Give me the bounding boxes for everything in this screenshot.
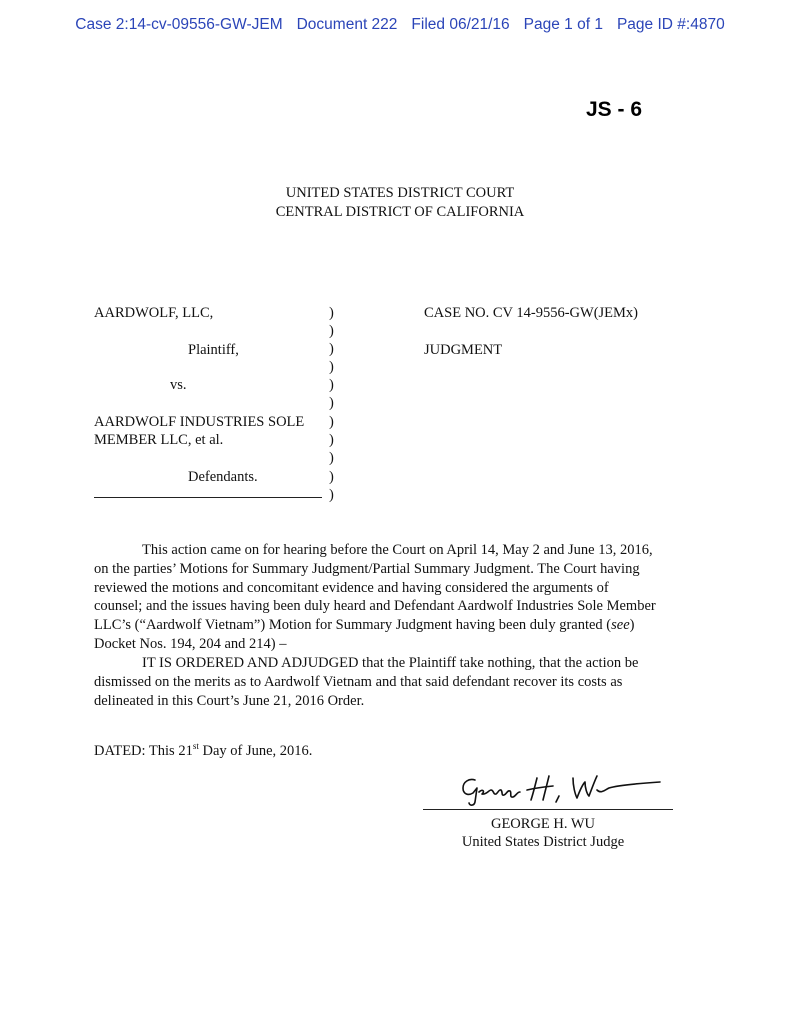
defendant-name-line2: MEMBER LLC, et al. xyxy=(94,432,224,448)
filed-date: Filed 06/21/16 xyxy=(411,16,510,33)
body-paragraph-2 xyxy=(94,654,714,710)
document-number: Document 222 xyxy=(296,16,398,33)
plaintiff-name: AARDWOLF, LLC, xyxy=(94,305,214,321)
filing-header xyxy=(0,16,800,34)
caption-paren: ) xyxy=(329,341,334,357)
caption-paren: ) xyxy=(329,377,334,393)
body-line: counsel; and the issues having been duly heard and Defendant Aardwolf Industries Sole Member xyxy=(94,598,656,615)
dated-ordinal: st xyxy=(192,741,199,751)
dated-suffix: Day of June, 2016. xyxy=(198,742,313,759)
body-paragraph-1 xyxy=(94,541,714,654)
document-title: JUDGMENT xyxy=(424,342,503,358)
defendant-name-line1: AARDWOLF INDUSTRIES SOLE xyxy=(94,414,305,430)
caption-paren: ) xyxy=(329,305,334,321)
js6-stamp: JS - 6 xyxy=(586,98,643,121)
caption-paren: ) xyxy=(329,432,334,448)
dated-prefix: DATED: This 21 xyxy=(94,742,193,759)
dated-line xyxy=(94,741,312,760)
body-line xyxy=(94,616,714,635)
caption-paren: ) xyxy=(329,469,334,485)
defendant-role: Defendants. xyxy=(188,469,258,485)
body-text: LLC’s (“Aardwolf Vietnam”) Motion for Summary Judgment having been duly granted ( xyxy=(94,617,612,634)
body-line: Docket Nos. 194, 204 and 214) – xyxy=(94,635,287,652)
judge-name: GEORGE H. WU xyxy=(490,816,596,832)
caption-paren: ) xyxy=(329,395,334,411)
court-district: CENTRAL DISTRICT OF CALIFORNIA xyxy=(275,204,525,220)
versus: vs. xyxy=(170,377,187,393)
caption-paren: ) xyxy=(329,487,334,503)
body-line: on the parties’ Motions for Summary Judgment/Partial Summary Judgment. The Court having xyxy=(94,560,640,577)
case-number-caption: CASE NO. CV 14-9556-GW(JEMx) xyxy=(424,305,639,321)
body-line: delineated in this Court’s June 21, 2016 Order. xyxy=(94,692,365,709)
caption-paren: ) xyxy=(329,414,334,430)
court-name: UNITED STATES DISTRICT COURT xyxy=(285,185,515,201)
caption-paren: ) xyxy=(329,450,334,466)
caption-rule xyxy=(94,497,322,498)
body-text: ) xyxy=(629,617,635,634)
body-line: reviewed the motions and concomitant evidence and having considered the arguments of xyxy=(94,579,609,596)
page-id: Page ID #:4870 xyxy=(616,16,725,33)
judge-title: United States District Judge xyxy=(461,834,625,850)
caption-paren: ) xyxy=(329,359,334,375)
citation-signal: see xyxy=(611,617,630,634)
body-line: IT IS ORDERED AND ADJUDGED that the Plaintiff take nothing, that the action be xyxy=(142,655,639,671)
case-number: Case 2:14-cv-09556-GW-JEM xyxy=(75,16,283,33)
handwritten-signature xyxy=(455,766,670,810)
plaintiff-role: Plaintiff, xyxy=(188,342,239,358)
caption-paren: ) xyxy=(329,323,334,339)
body-line: This action came on for hearing before the Court on April 14, May 2 and June 13, 2016, xyxy=(142,542,653,558)
body-line: dismissed on the merits as to Aardwolf Vietnam and that said defendant recover its costs as xyxy=(94,673,623,690)
page-count: Page 1 of 1 xyxy=(523,16,603,33)
signature-line xyxy=(423,809,673,810)
